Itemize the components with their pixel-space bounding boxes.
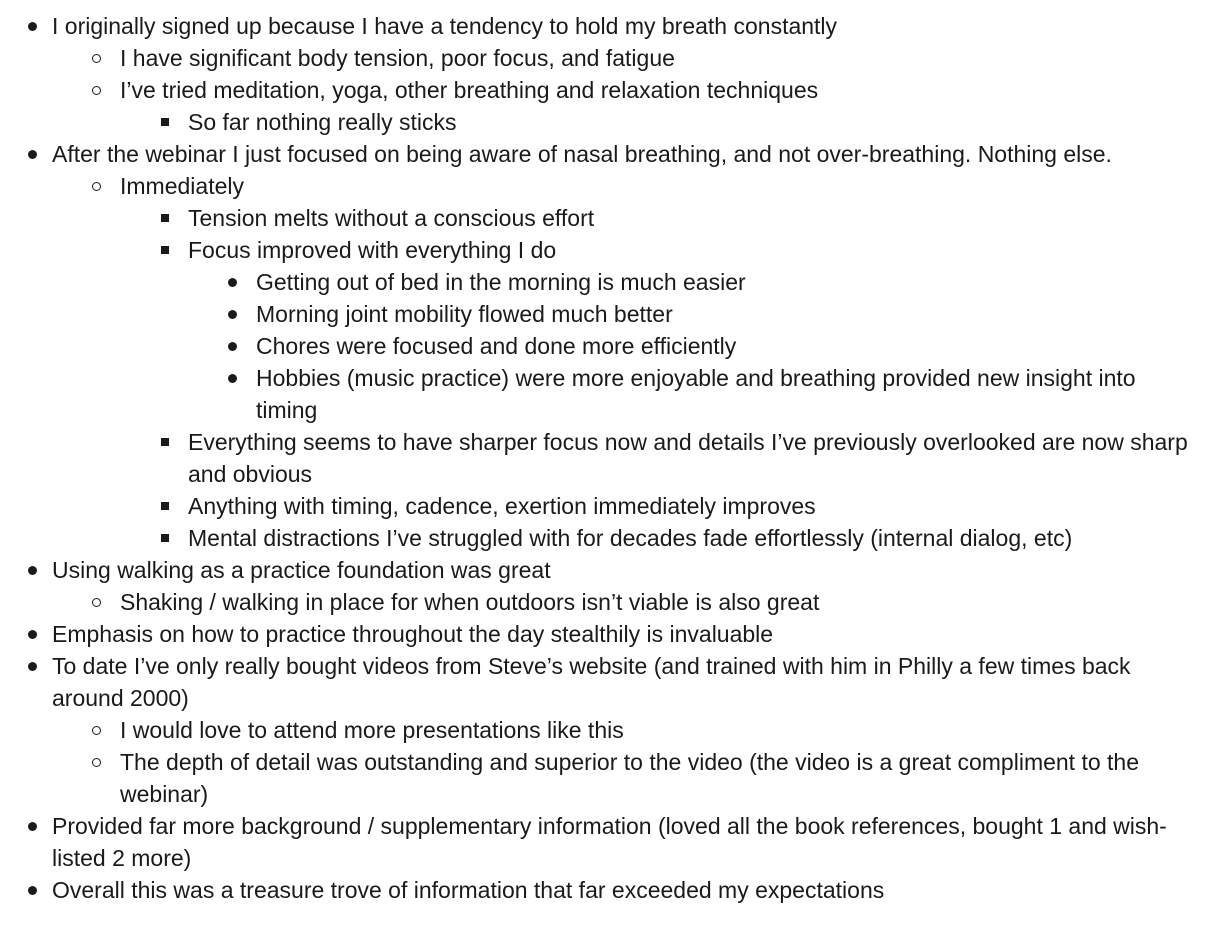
circle-bullet-icon bbox=[86, 170, 106, 202]
disc-bullet-icon bbox=[22, 554, 42, 586]
list-item-level-1 bbox=[0, 874, 1220, 906]
list-item-level-3 bbox=[0, 234, 1220, 266]
list-item-text: Hobbies (music practice) were more enjoyable and breathing provided new insight into timing bbox=[256, 365, 1136, 423]
disc-bullet-icon bbox=[22, 810, 42, 842]
square-bullet-icon bbox=[155, 522, 175, 554]
circle-bullet-icon bbox=[86, 74, 106, 106]
disc-bullet-icon bbox=[222, 330, 242, 362]
list-item-text: I’ve tried meditation, yoga, other breathing and relaxation techniques bbox=[120, 77, 819, 103]
list-item-text: Using walking as a practice foundation was great bbox=[52, 557, 551, 583]
circle-bullet-icon bbox=[86, 42, 106, 74]
list-item-text: Chores were focused and done more efficiently bbox=[256, 333, 737, 359]
list-item-text: Getting out of bed in the morning is much easier bbox=[256, 269, 746, 295]
list-item-level-2 bbox=[0, 746, 1220, 810]
disc-bullet-icon bbox=[22, 10, 42, 42]
list-item-text: Emphasis on how to practice throughout the day stealthily is invaluable bbox=[52, 621, 774, 647]
list-item-level-3 bbox=[0, 106, 1220, 138]
list-item-level-2 bbox=[0, 170, 1220, 202]
square-bullet-icon bbox=[155, 106, 175, 138]
disc-bullet-icon bbox=[222, 266, 242, 298]
circle-bullet-icon bbox=[86, 586, 106, 618]
list-item-text: I originally signed up because I have a tendency to hold my breath constantly bbox=[52, 13, 838, 39]
list-item-level-1 bbox=[0, 618, 1220, 650]
list-item-text: I would love to attend more presentations like this bbox=[120, 717, 624, 743]
disc-bullet-icon bbox=[222, 298, 242, 330]
list-item-level-2 bbox=[0, 586, 1220, 618]
list-item-text: I have significant body tension, poor focus, and fatigue bbox=[120, 45, 675, 71]
square-bullet-icon bbox=[155, 234, 175, 266]
list-item-level-1 bbox=[0, 10, 1220, 42]
list-item-text: Morning joint mobility flowed much better bbox=[256, 301, 673, 327]
disc-bullet-icon bbox=[222, 362, 242, 394]
list-item-level-1 bbox=[0, 554, 1220, 586]
list-item-level-1 bbox=[0, 650, 1220, 714]
circle-bullet-icon bbox=[86, 746, 106, 778]
list-item-level-2 bbox=[0, 42, 1220, 74]
list-item-text: Provided far more background / supplementary information (loved all the book references, bought 1 and wish-listed 2 more) bbox=[52, 813, 1167, 871]
disc-bullet-icon bbox=[22, 618, 42, 650]
list-item-level-2 bbox=[0, 714, 1220, 746]
list-item-text: Shaking / walking in place for when outdoors isn’t viable is also great bbox=[120, 589, 820, 615]
list-item-level-2 bbox=[0, 74, 1220, 106]
square-bullet-icon bbox=[155, 490, 175, 522]
list-item-text: After the webinar I just focused on being aware of nasal breathing, and not over-breathing. Nothing else. bbox=[52, 141, 1112, 167]
list-item-level-3 bbox=[0, 426, 1220, 490]
list-item-text: So far nothing really sticks bbox=[188, 109, 457, 135]
list-item-text: Everything seems to have sharper focus now and details I’ve previously overlooked are now sharp and obvious bbox=[188, 429, 1188, 487]
list-item-level-4 bbox=[0, 298, 1220, 330]
list-item-text: Focus improved with everything I do bbox=[188, 237, 557, 263]
circle-bullet-icon bbox=[86, 714, 106, 746]
list-item-text: Mental distractions I’ve struggled with for decades fade effortlessly (internal dialog, etc) bbox=[188, 525, 1073, 551]
list-item-text: Overall this was a treasure trove of information that far exceeded my expectations bbox=[52, 877, 885, 903]
list-item-text: The depth of detail was outstanding and superior to the video (the video is a great compliment to the webinar) bbox=[120, 749, 1140, 807]
disc-bullet-icon bbox=[22, 650, 42, 682]
disc-bullet-icon bbox=[22, 874, 42, 906]
list-item-level-4 bbox=[0, 266, 1220, 298]
list-item-level-3 bbox=[0, 202, 1220, 234]
list-item-text: Anything with timing, cadence, exertion immediately improves bbox=[188, 493, 816, 519]
square-bullet-icon bbox=[155, 202, 175, 234]
list-item-level-4 bbox=[0, 362, 1220, 426]
list-item-text: To date I’ve only really bought videos from Steve’s website (and trained with him in Philly a few times back around 2000) bbox=[52, 653, 1131, 711]
disc-bullet-icon bbox=[22, 138, 42, 170]
list-item-level-1 bbox=[0, 138, 1220, 170]
list-item-level-3 bbox=[0, 522, 1220, 554]
list-item-text: Tension melts without a conscious effort bbox=[188, 205, 595, 231]
list-item-level-3 bbox=[0, 490, 1220, 522]
list-item-level-4 bbox=[0, 330, 1220, 362]
list-item-level-1 bbox=[0, 810, 1220, 874]
square-bullet-icon bbox=[155, 426, 175, 458]
list-item-text: Immediately bbox=[120, 173, 244, 199]
